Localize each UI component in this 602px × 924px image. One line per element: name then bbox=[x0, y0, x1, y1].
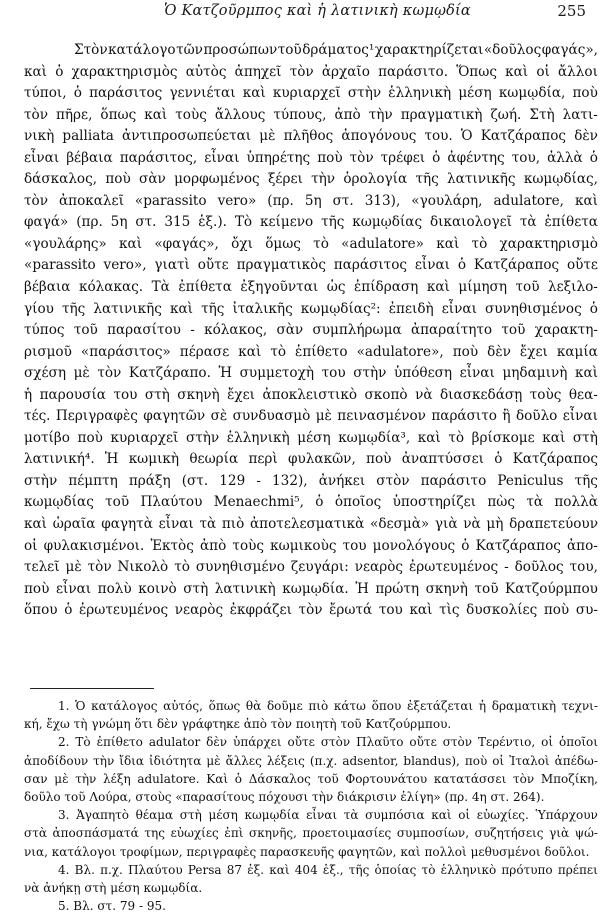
body-line: «parassito vero», γιατὶ οὔτε πραγματικὸς παράσιτος εἶναι ὁ Κατζάραπος οὔτε bbox=[24, 257, 598, 274]
footnote-line: κή, ἔχω τὴ γνώμη ὅτι δὲν γράφτηκε ἀπὸ τὸν ποιητὴ τοῦ Κατζούρμπου. bbox=[24, 717, 452, 732]
footnote-line: στὰ ἀποσπάσματά της εὐωχίες ἐπὶ σκηνῆς, προετοιμασίες συμποσίων, συζητήσεις γιὰ ψώ- bbox=[24, 826, 598, 841]
body-line: εἶναι βέβαια παράσιτος, εἶναι ὑπηρέτης ποὺ τὸν τρέφει ὁ ἀφέντης του, ἀλλὰ ὁ bbox=[24, 149, 598, 166]
footnote-line: νια, κατάλογοι τροφίμων, περιγραφὲς παρασκευῆς φαγητῶν, καὶ πολλοὶ μεθυσμένοι δοῦλοι. bbox=[24, 844, 590, 859]
footnote-line: 5. Βλ. στ. 79 - 95. bbox=[58, 899, 166, 914]
body-line: σχέση μὲ τὸν Κατζάραπο. Ἡ συμμετοχὴ του στὴν ὑπόθεση εἶναι μηδαμινὴ καὶ bbox=[24, 365, 598, 382]
page-number: 255 bbox=[557, 2, 586, 20]
footnote-line: 4. Βλ. π.χ. Πλαύτου Persa 87 ἑξ. καὶ 404 ἑξ., τῆς ὁποίας τὸ ἑλληνικὸ πρότυπο πρέπει bbox=[58, 862, 598, 877]
body-line: καὶ ὁ χαρακτηρισμὸς αὐτὸς ἀπηχεῖ τὸν ἀρχαῖο παράσιτο. Ὅπως καὶ οἱ ἄλλοι bbox=[24, 63, 598, 80]
footnote-line: 2. Τὸ ἐπίθετο adulator δὲν ὑπάρχει οὔτε στὸν Πλαῦτο οὔτε στὸν Τερέντιο, οἱ ὁποῖοι bbox=[58, 735, 598, 750]
body-line: νικὴ palliata ἀντιπροσωπεύεται μὲ πλῆθος ἀπογόνους του. Ὁ Κατζάραπος δὲν bbox=[24, 128, 598, 145]
body-line: ρισμοῦ «παράσιτος» πέρασε καὶ τὸ ἐπίθετο «adulatore», ποὺ δὲν ἔχει καμία bbox=[24, 343, 598, 360]
body-line: ἡ παρουσία του στὴ σκηνὴ ἔχει ἀποκλειστικὸ σκοπὸ νὰ διασκεδάσῃ τοὺς θεα- bbox=[24, 386, 598, 403]
body-line: ὅπου ὁ ἐρωτευμένος νεαρὸς ἐκφράζει τὸν ἔρωτά του καὶ τὶς δυσκολίες ποὺ συ- bbox=[24, 602, 598, 619]
body-line: μοτίβο ποὺ κυριαρχεῖ στὴν ἑλληνικὴ μέση κωμῳδία³, καὶ τὸ βρίσκομε καὶ στὴ bbox=[24, 429, 598, 446]
body-line: λατινική⁴. Ἡ κωμικὴ θεωρία περὶ φυλακῶν, ποὺ ἀναπτύσσει ὁ Κατζάραπος bbox=[24, 451, 598, 468]
body-line: ποὺ εἶναι πολὺ κοινὸ στὴ λατινικὴ κωμῳδία. Ἡ πρώτη σκηνὴ τοῦ Κατζούρμπου bbox=[24, 580, 598, 597]
body-line: τὸν πῆρε, ὅπως καὶ τοὺς ἄλλους τύπους, ἀπὸ τὴν πραγματικὴ ζωή. Στὴ λατι- bbox=[24, 106, 598, 123]
body-line: τές. Περιγραφὲς φαγητῶν σὲ συνδυασμὸ μὲ πεινασμένον παράσιτο ἢ δοῦλο εἶναι bbox=[24, 408, 598, 425]
page-header bbox=[24, 0, 596, 26]
footnote-line: νὰ ἀνήκῃ στὴ μέση κωμῳδία. bbox=[24, 880, 203, 895]
body-line: φαγά» (πρ. 5η στ. 315 ἑξ.). Τὸ κείμενο τῆς κωμῳδίας δικαιολογεῖ τὰ ἐπίθετα bbox=[24, 214, 598, 231]
body-line: κωμῳδίας τοῦ Πλαύτου Menaechmi⁵, ὁ ὁποῖος ὑποστηρίζει πὼς τὰ πολλὰ bbox=[24, 494, 598, 511]
body-line: βέβαια κόλακας. Τὰ ἐπίθετα ἐξηγοῦνται ὡς ἐπίδραση καὶ μίμηση τοῦ λεξιλο- bbox=[24, 279, 598, 296]
footnote-line: δοῦλο τοῦ Λούρα, στοὺς «παρασίτους πόχουσι τὴν διάκρισιν ἐλίγη» (πρ. 4η στ. 264). bbox=[24, 789, 545, 804]
body-line: δάσκαλος, ποὺ σὰν μορφωμένος ξέρει τὴν ὁρολογία τῆς λατινικῆς κωμῳδίας, bbox=[24, 171, 598, 188]
footnote-line: 3. Ἀγαπητὸ θέαμα στὴ μέση κωμῳδία εἶναι τὰ συμπόσια καὶ οἱ εὐωχίες. Ὑπάρχουν bbox=[58, 808, 598, 823]
body-line: τύπος τοῦ παρασίτου - κόλακος, σὰν συμπλήρωμα ἀπαραίτητο τοῦ χαρακτη- bbox=[24, 322, 598, 339]
footnotes bbox=[24, 697, 598, 915]
body-line: καὶ ὡραῖα φαγητὰ εἶναι τὰ πιὸ ἀποτελεσματικὰ «δεσμὰ» γιὰ νὰ μὴ δραπετεύουν bbox=[24, 516, 598, 533]
body-line: στὴν πέμπτη πράξη (στ. 129 - 132), ἀνήκει στὸν παράσιτο Peniculus τῆς bbox=[24, 472, 598, 489]
body-text bbox=[24, 40, 598, 622]
body-line: τύποι, ὁ παράσιτος γεννιέται καὶ κυριαρχεῖ στὴν ἑλληνικὴ μέση κωμῳδία, ποὺ bbox=[24, 85, 598, 102]
body-line: οἱ φυλακισμένοι. Ἐκτὸς ἀπὸ τοὺς κωμικοὺς του μονολόγους ὁ Κατζάραπος ἀπο- bbox=[24, 537, 598, 554]
body-line: τελεῖ μὲ τὸν Νικολὸ τὸ συνηθισμένο ζευγάρι: νεαρὸς ἐρωτευμένος - δοῦλος του, bbox=[24, 559, 598, 576]
footnote-line: σαν μὲ τὴν λέξη adulatore. Καὶ ὁ Δάσκαλος τοῦ Φορτουνάτου κατατάσσει τὸν Μποζίκη, bbox=[24, 771, 598, 786]
footnote-line: 1. Ὁ κατάλογος αὐτός, ὅπως θὰ δοῦμε πιὸ κάτω ὅπου ἐξετάζεται ἡ δραματικὴ τεχνι- bbox=[58, 699, 598, 713]
footnote-rule bbox=[30, 688, 154, 689]
body-line: γίου τῆς λατινικῆς καὶ τῆς ἰταλικῆς κωμῳδίας²: ἐπειδὴ εἶναι συνηθισμένος ὁ bbox=[24, 300, 598, 317]
running-head: Ὁ Κατζοῦρμπος καὶ ἡ λατινικὴ κωμῳδία bbox=[164, 3, 471, 19]
body-line: «γουλάρης» καὶ «φαγάς», ὄχι ὅμως τὸ «adulatore» καὶ τὸ χαρακτηρισμὸ bbox=[24, 235, 598, 252]
body-line: Στὸν κατάλογο τῶν προσώπων τοῦ δράματος¹ χαρακτηρίζεται «δοῦλος φαγάς», bbox=[74, 42, 598, 58]
footnote-line: ἀποδίδουν τὴν ἴδια ἰδιότητα μὲ ἄλλες λέξεις (π.χ. adsentor, blandus), ποὺ οἱ Ἰταλοὶ ἀπέδω- bbox=[24, 753, 598, 768]
body-line: τὸν ἀποκαλεῖ «parassito vero» (πρ. 5η στ. 313), «γουλάρη, adulatore, καὶ bbox=[24, 192, 598, 209]
